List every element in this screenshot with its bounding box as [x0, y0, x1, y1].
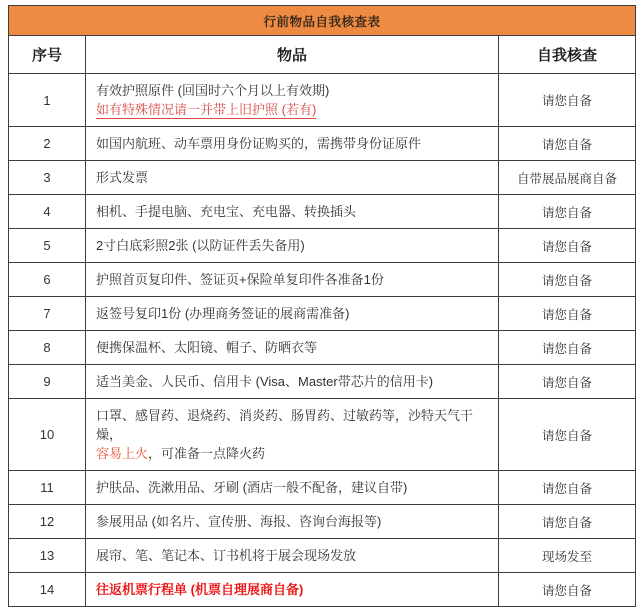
row-number-cell: 7 [9, 297, 86, 331]
table-row [9, 331, 636, 365]
item-cell [86, 263, 499, 297]
table-title: 行前物品自我核查表 [9, 6, 636, 36]
item-cell [86, 365, 499, 399]
row-number-cell: 5 [9, 229, 86, 263]
table-row [9, 505, 636, 539]
item-cell [86, 471, 499, 505]
item-text-segment: 如国内航班、动车票用身份证购买的，需携带身份证原件 [96, 136, 422, 151]
item-text-line [96, 304, 488, 323]
self-check-cell: 请您自备 [499, 573, 636, 607]
row-number-cell: 10 [9, 399, 86, 471]
item-text-segment: 展帘、笔、笔记本、订书机将于展会现场发放 [96, 548, 357, 563]
table-row [9, 74, 636, 127]
row-number-cell: 1 [9, 74, 86, 127]
self-check-cell: 现场发至 [499, 539, 636, 573]
row-number-cell: 14 [9, 573, 86, 607]
column-header-check: 自我核查 [499, 36, 636, 74]
item-text-segment: ，可准备一点降火药 [148, 446, 266, 461]
item-cell [86, 74, 499, 127]
item-cell [86, 297, 499, 331]
item-text-segment: 参展用品 (如名片、宣传册、海报、咨询台海报等) [96, 514, 382, 529]
self-check-cell: 请您自备 [499, 365, 636, 399]
row-number-cell: 13 [9, 539, 86, 573]
row-number-cell: 2 [9, 127, 86, 161]
item-text-segment: 便携保温杯、太阳镜、帽子、防晒衣等 [96, 340, 318, 355]
self-check-cell: 请您自备 [499, 297, 636, 331]
table-row [9, 297, 636, 331]
self-check-cell: 请您自备 [499, 229, 636, 263]
item-cell [86, 573, 499, 607]
self-check-cell: 请您自备 [499, 399, 636, 471]
item-text-line [96, 81, 488, 100]
item-text-line [96, 168, 488, 187]
item-text-highlight: 往返机票行程单 (机票自理展商自备) [96, 582, 304, 597]
table-title-row [9, 6, 636, 36]
item-text-line [96, 134, 488, 153]
item-cell [86, 505, 499, 539]
item-text-line [96, 444, 488, 463]
column-header-row [9, 36, 636, 74]
column-header-no: 序号 [9, 36, 86, 74]
table-row [9, 195, 636, 229]
self-check-cell: 请您自备 [499, 263, 636, 297]
self-check-cell: 自带展品展商自备 [499, 161, 636, 195]
self-check-cell: 请您自备 [499, 127, 636, 161]
table-row [9, 539, 636, 573]
item-text-segment: 相机、手提电脑、充电宝、充电器、转换插头 [96, 204, 357, 219]
table-row [9, 471, 636, 505]
item-cell [86, 161, 499, 195]
row-number-cell: 12 [9, 505, 86, 539]
row-number-cell: 9 [9, 365, 86, 399]
item-text-segment: 形式发票 [96, 170, 149, 185]
item-text-segment: 护肤品、洗漱用品、牙刷 (酒店一般不配备，建议自带) [96, 480, 408, 495]
item-cell [86, 539, 499, 573]
item-text-highlight: 如有特殊情况请一并带上旧护照 (若有) [96, 102, 317, 117]
item-text-line [96, 580, 488, 599]
item-text-line [96, 512, 488, 531]
item-text-line [96, 372, 488, 391]
item-text-line [96, 100, 488, 119]
self-check-cell: 请您自备 [499, 471, 636, 505]
pre-departure-checklist-table [8, 5, 636, 607]
item-cell [86, 229, 499, 263]
item-text-line [96, 270, 488, 289]
item-cell [86, 195, 499, 229]
item-cell [86, 331, 499, 365]
checklist-sheet [8, 5, 635, 607]
item-text-segment: 有效护照原件 (回国时六个月以上有效期) [96, 83, 330, 98]
item-text-highlight: 容易上火 [96, 446, 149, 461]
table-row [9, 229, 636, 263]
row-number-cell: 8 [9, 331, 86, 365]
table-row [9, 263, 636, 297]
table-row [9, 161, 636, 195]
self-check-cell: 请您自备 [499, 74, 636, 127]
item-text-segment: 2寸白底彩照2张 (以防证件丢失备用) [96, 238, 305, 253]
item-text-line [96, 338, 488, 357]
item-text-line [96, 406, 488, 444]
table-row [9, 399, 636, 471]
item-cell [86, 399, 499, 471]
item-text-line [96, 546, 488, 565]
table-row [9, 573, 636, 607]
row-number-cell: 11 [9, 471, 86, 505]
row-number-cell: 6 [9, 263, 86, 297]
item-text-segment: 口罩、感冒药、退烧药、消炎药、肠胃药、过敏药等，沙特天气干燥， [96, 408, 474, 442]
self-check-cell: 请您自备 [499, 505, 636, 539]
self-check-cell: 请您自备 [499, 195, 636, 229]
item-text-segment: 护照首页复印件、签证页+保险单复印件各准备1份 [96, 272, 384, 287]
column-header-item: 物品 [86, 36, 499, 74]
item-cell [86, 127, 499, 161]
table-body [9, 74, 636, 607]
item-text-segment: 适当美金、人民币、信用卡 (Visa、Master带芯片的信用卡) [96, 374, 434, 389]
item-text-segment: 返签号复印1份 (办理商务签证的展商需准备) [96, 306, 350, 321]
table-row [9, 127, 636, 161]
row-number-cell: 3 [9, 161, 86, 195]
self-check-cell: 请您自备 [499, 331, 636, 365]
item-text-line [96, 202, 488, 221]
item-text-line [96, 236, 488, 255]
item-text-line [96, 478, 488, 497]
table-row [9, 365, 636, 399]
row-number-cell: 4 [9, 195, 86, 229]
